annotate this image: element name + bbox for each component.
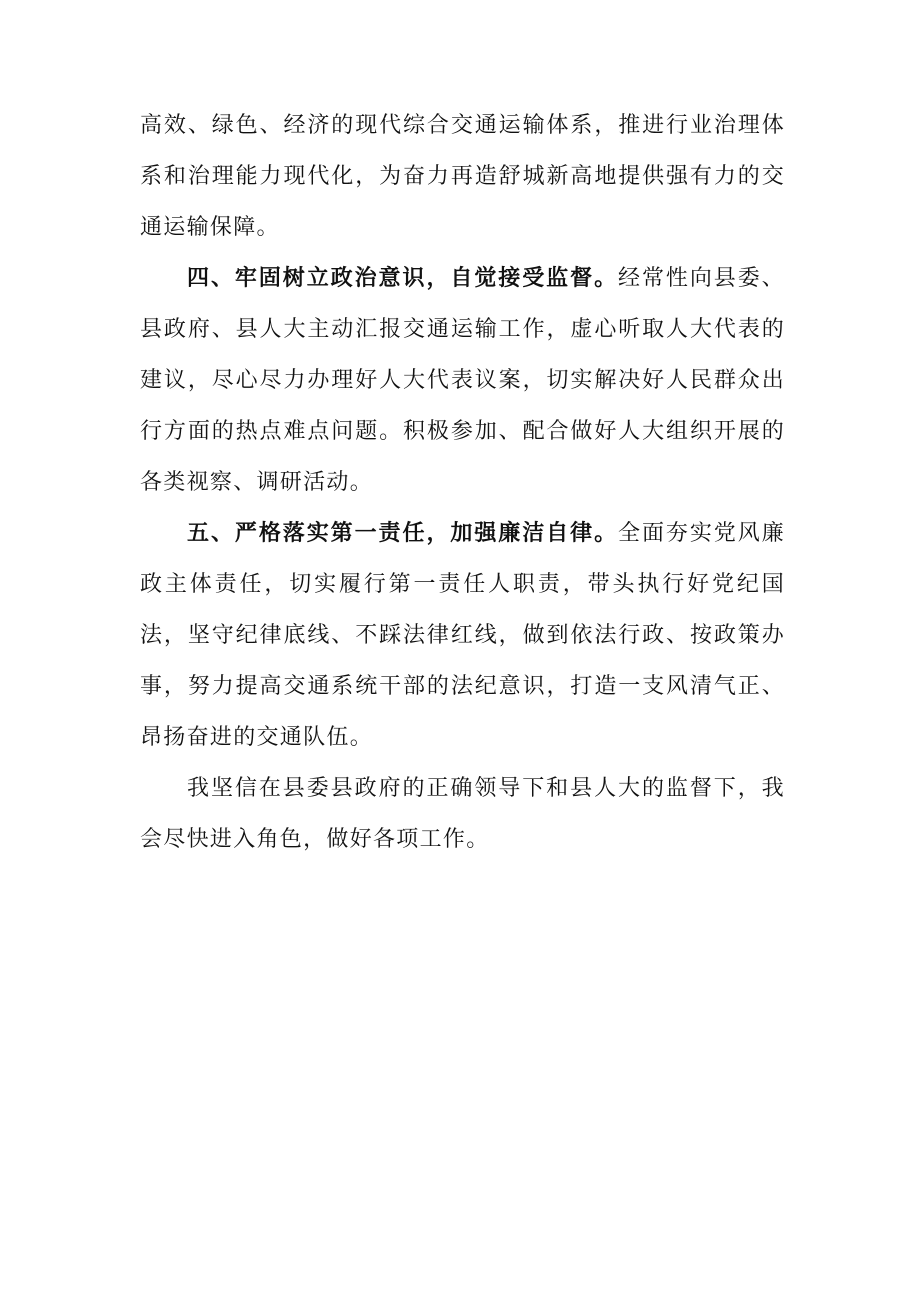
section-heading-four: 四、牢固树立政治意识，自觉接受监督。 — [187, 266, 619, 291]
paragraph-text: 我坚信在县委县政府的正确领导下和县人大的监督下，我会尽快进入角色，做好各项工作。 — [140, 776, 785, 852]
paragraph-text: 经常性向县委、县政府、县人大主动汇报交通运输工作，虚心听取人大代表的建议，尽心尽力办理好人大代表议案，切实解决好人民群众出行方面的热点难点问题。积极参加、配合做好人大组织开展的各类视察、调研活动。 — [140, 266, 785, 495]
paragraph-closing — [140, 763, 785, 865]
section-heading-five: 五、严格落实第一责任，加强廉洁自律。 — [187, 521, 619, 546]
paragraph-section-five — [140, 508, 785, 763]
paragraph-text: 全面夯实党风廉政主体责任，切实履行第一责任人职责，带头执行好党纪国法，坚守纪律底线、不踩法律红线，做到依法行政、按政策办事，努力提高交通系统干部的法纪意识，打造一支风清气正、昂扬奋进的交通队伍。 — [140, 521, 785, 750]
paragraph-text: 高效、绿色、经济的现代综合交通运输体系，推进行业治理体系和治理能力现代化，为奋力再造舒城新高地提供强有力的交通运输保障。 — [140, 113, 785, 240]
document-body — [140, 100, 785, 865]
paragraph-section-four — [140, 253, 785, 508]
paragraph-continuation — [140, 100, 785, 253]
